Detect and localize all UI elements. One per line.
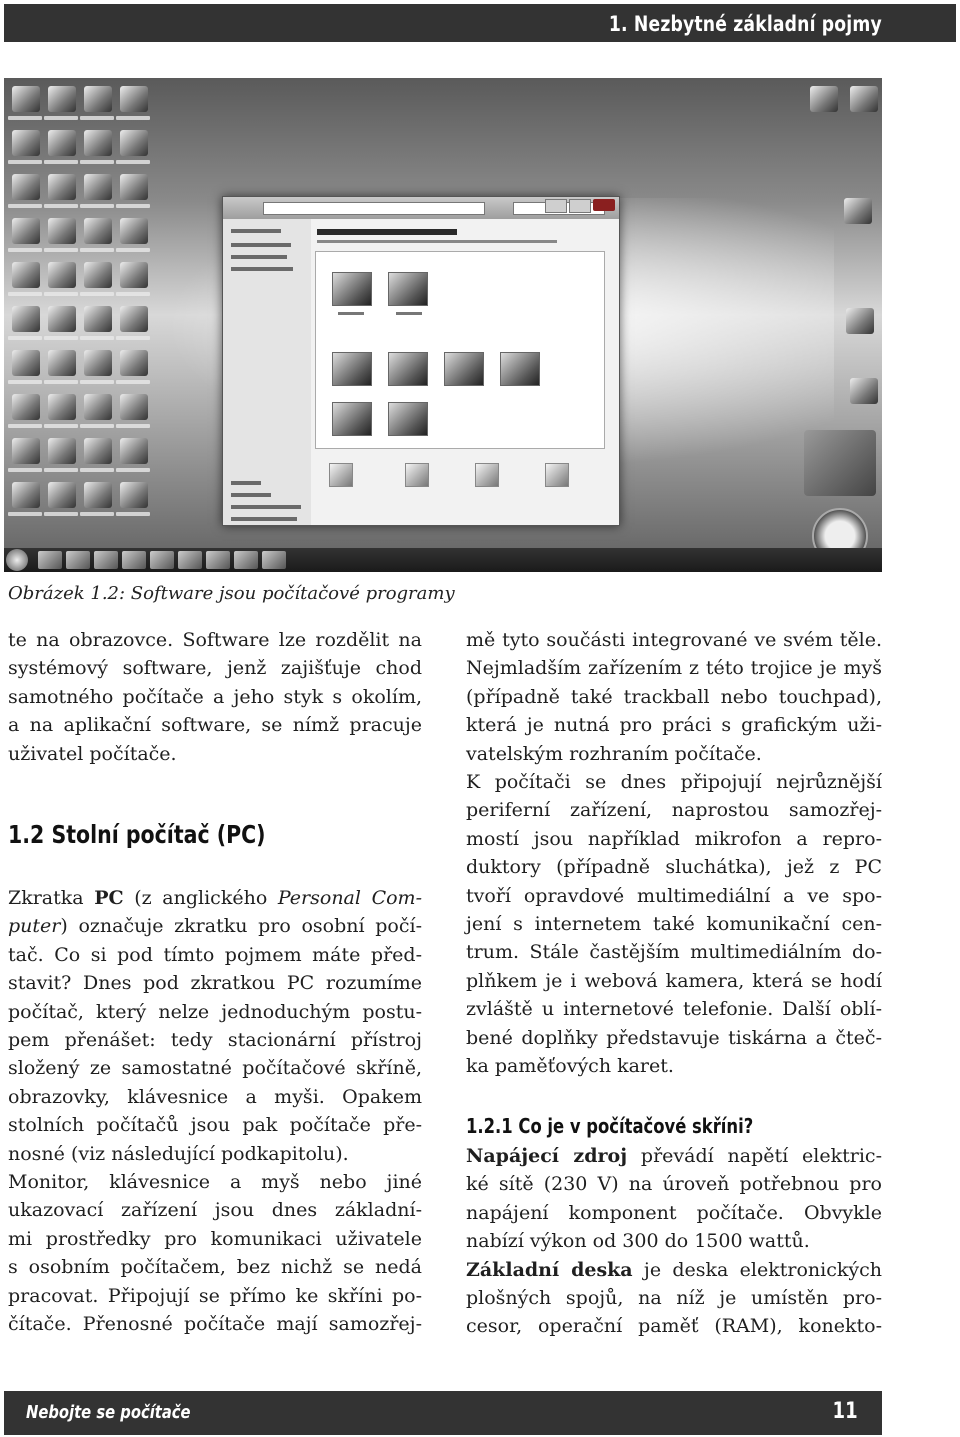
desktop-shortcut-label (116, 424, 150, 428)
text-line: stavit? Dnes pod zkratkou PC rozumíme (8, 972, 422, 995)
desktop-background-icon (329, 463, 353, 487)
desktop-shortcut-label (80, 336, 114, 340)
desktop-shortcut-label (44, 424, 78, 428)
window-heading (317, 229, 457, 235)
text-line: Monitor, klávesnice a myš nebo jiné (8, 1171, 422, 1194)
text-line: tvoří opravdové multimediální a ve spo- (466, 884, 882, 907)
desktop-shortcut-icon (48, 262, 76, 288)
desktop-shortcut-icon (12, 394, 40, 420)
desktop-shortcut-label (80, 424, 114, 428)
window-left-pane (223, 219, 311, 525)
text-line: obrazovky, klávesnice a myši. Opakem (8, 1085, 422, 1108)
desktop-shortcut-label (80, 204, 114, 208)
desktop-shortcut-label (8, 248, 42, 252)
desktop-shortcut-label (8, 116, 42, 120)
desktop-shortcut-label (116, 292, 150, 296)
chapter-title: 1. Nezbytné základní pojmy (609, 12, 882, 36)
desktop-shortcut-icon (12, 86, 40, 112)
text-line: vatelským rozhraním počítače. (466, 742, 762, 765)
taskbar-app-icon (38, 551, 62, 569)
text-line: trum. Stále častějším multimediálním do- (466, 941, 882, 964)
text-line: mi prostředky pro komunikaci uživatele (8, 1227, 422, 1250)
text-line: nosné (viz následující podkapitolu). (8, 1142, 349, 1165)
maximize-icon (569, 199, 591, 213)
theme-thumbnail (388, 402, 428, 436)
theme-label (396, 312, 422, 315)
desktop-shortcut-label (44, 468, 78, 472)
right-text-column-body (466, 1142, 882, 1341)
desktop-shortcut-icon (120, 438, 148, 464)
personalization-window (222, 196, 620, 526)
text-line: bené doplňky představuje tiskárna a čteč- (466, 1026, 882, 1049)
text-line: systémový software, jenž zajišťuje chod (8, 657, 422, 680)
text-line: duktory (případně sluchátka), jež z PC (466, 856, 882, 879)
text-line: uživatel počítače. (8, 742, 177, 765)
weather-gadget (804, 430, 876, 496)
desktop-shortcut-icon (48, 130, 76, 156)
desktop-shortcut-icon (48, 482, 76, 508)
desktop-shortcut-label (80, 468, 114, 472)
text-line: čítače. Přenosné počítače mají samozřej- (8, 1313, 422, 1336)
text-line: puter) označuje zkratku pro osobní počí- (8, 915, 422, 938)
desktop-shortcut-label (8, 292, 42, 296)
text-line: ukazovací zařízení jsou dnes základní- (8, 1199, 422, 1222)
page-footer-bar (4, 1391, 882, 1435)
text-line: a na aplikační software, se nímž pracuje (8, 714, 422, 737)
desktop-shortcut-icon (84, 174, 112, 200)
taskbar-app-icon (206, 551, 230, 569)
text-line: Napájecí zdroj převádí napětí elektric- (466, 1145, 882, 1167)
text-line: napájení komponent počítače. Obvykle (466, 1201, 882, 1224)
text-line: cesor, operační paměť (RAM), konekto- (466, 1315, 882, 1338)
desktop-shortcut-label (44, 292, 78, 296)
desktop-shortcut-label (80, 512, 114, 516)
page-number: 11 (832, 1399, 858, 1424)
text-line: jení s internetem také komunikační cen- (466, 913, 882, 936)
desktop-shortcut-icon (48, 394, 76, 420)
taskbar-app-icon (150, 551, 174, 569)
window-color-icon (405, 463, 429, 487)
text-line: Základní deska je deska elektronických (466, 1258, 882, 1281)
desktop-shortcut-label (8, 512, 42, 516)
text-line: složený ze samostatné počítačové skříně, (8, 1057, 422, 1080)
desktop-shortcut-label (116, 248, 150, 252)
text-line: Zkratka PC (z anglického Personal Com- (8, 887, 422, 909)
desktop-shortcut-icon (120, 394, 148, 420)
figure-caption: Obrázek 1.2: Software jsou počítačové programy (8, 583, 455, 604)
text-line: periferní zařízení, naprostou samozřej- (466, 799, 882, 822)
desktop-shortcut-label (116, 336, 150, 340)
minimize-icon (545, 199, 567, 213)
left-pane-link (231, 517, 297, 521)
left-pane-link (231, 255, 287, 259)
desktop-shortcut-icon (120, 174, 148, 200)
desktop-shortcut-label (80, 292, 114, 296)
text-line: pem přenášet: tedy stacionární přístroj (8, 1029, 422, 1052)
text-line: s osobním počítačem, bez nichž se nedá (8, 1256, 422, 1279)
desktop-shortcut-label (44, 512, 78, 516)
desktop-shortcut-icon (48, 350, 76, 376)
text-line: zvláště u internetové telefonie. Další oblí- (466, 998, 882, 1021)
desktop-shortcut-icon (12, 482, 40, 508)
book-title: Nebojte se počítače (26, 1402, 191, 1423)
desktop-shortcut-icon (48, 86, 76, 112)
desktop-shortcut-label (8, 468, 42, 472)
address-bar (263, 202, 485, 215)
text-line: samotného počítače a jeho styk s okolím, (8, 685, 422, 708)
desktop-shortcut-label (80, 116, 114, 120)
taskbar-app-icon (178, 551, 202, 569)
text-line: mě tyto součásti integrované ve svém těle. (466, 629, 882, 651)
theme-thumbnail (444, 352, 484, 386)
desktop-shortcut-label (8, 204, 42, 208)
text-line: která je nutná pro práci s grafickým uži- (466, 714, 882, 737)
left-pane-link (231, 505, 301, 509)
desktop-shortcut-icon (120, 218, 148, 244)
desktop-shortcut-icon (48, 306, 76, 332)
desktop-shortcut-icon (120, 86, 148, 112)
desktop-shortcut-icon (844, 198, 872, 224)
text-line: ka paměťových karet. (466, 1055, 674, 1078)
left-pane-link (231, 229, 281, 233)
desktop-shortcut-icon (48, 438, 76, 464)
theme-thumbnail (332, 272, 372, 306)
desktop-shortcut-label (8, 336, 42, 340)
right-text-column (466, 626, 882, 1081)
desktop-shortcut-label (80, 380, 114, 384)
text-line: ké sítě (230 V) na úroveň potřebnou pro (466, 1173, 882, 1196)
desktop-shortcut-icon (12, 306, 40, 332)
window-subheading (317, 240, 557, 243)
desktop-shortcut-icon (84, 262, 112, 288)
text-line: stolních počítačů jsou pak počítače pře- (8, 1114, 422, 1137)
desktop-shortcut-icon (12, 218, 40, 244)
left-pane-link (231, 493, 271, 497)
desktop-shortcut-icon (84, 482, 112, 508)
desktop-shortcut-icon (84, 438, 112, 464)
desktop-shortcut-icon (12, 262, 40, 288)
desktop-shortcut-label (116, 116, 150, 120)
window-main-pane (315, 225, 611, 519)
taskbar-app-icon (234, 551, 258, 569)
text-line: plošných spojů, na níž je umístěn pro- (466, 1287, 882, 1310)
subsection-heading: 1.2.1 Co je v počítačové skříni? (466, 1114, 754, 1138)
taskbar (4, 548, 882, 572)
taskbar-app-icon (66, 551, 90, 569)
desktop-shortcut-label (8, 160, 42, 164)
desktop-shortcut-label (80, 160, 114, 164)
taskbar-app-icon (262, 551, 286, 569)
desktop-shortcut-icon (120, 350, 148, 376)
desktop-shortcut-label (116, 512, 150, 516)
desktop-shortcut-icon (12, 438, 40, 464)
desktop-screenshot-figure (4, 78, 882, 572)
text-line: te na obrazovce. Software lze rozdělit na (8, 629, 422, 651)
desktop-shortcut-icon (850, 86, 878, 112)
desktop-shortcut-label (116, 468, 150, 472)
desktop-shortcut-icon (12, 174, 40, 200)
desktop-shortcut-icon (48, 174, 76, 200)
taskbar-app-icon (122, 551, 146, 569)
desktop-shortcut-label (8, 424, 42, 428)
desktop-shortcut-icon (810, 86, 838, 112)
desktop-shortcut-icon (84, 350, 112, 376)
desktop-shortcut-label (116, 204, 150, 208)
text-line: mostí jsou například mikrofon a repro- (466, 827, 882, 850)
desktop-shortcut-icon (120, 306, 148, 332)
desktop-shortcut-icon (84, 130, 112, 156)
desktop-shortcut-icon (120, 130, 148, 156)
screensaver-icon (545, 463, 569, 487)
desktop-shortcut-label (44, 116, 78, 120)
desktop-shortcut-label (44, 248, 78, 252)
desktop-shortcut-label (44, 380, 78, 384)
text-line: tač. Co si pod tímto pojmem máte před- (8, 943, 422, 966)
left-pane-link (231, 481, 261, 485)
desktop-shortcut-icon (84, 394, 112, 420)
desktop-shortcut-label (116, 380, 150, 384)
desktop-shortcut-label (8, 380, 42, 384)
start-orb-icon (6, 549, 28, 571)
desktop-shortcut-icon (84, 218, 112, 244)
text-line: pracovat. Připojují se přímo ke skříni po- (8, 1284, 422, 1307)
theme-thumbnail (388, 352, 428, 386)
appearance-settings-row (315, 455, 605, 511)
desktop-shortcut-label (44, 336, 78, 340)
chapter-header-bar (4, 4, 956, 42)
theme-thumbnail (332, 352, 372, 386)
left-text-column-body (8, 884, 422, 1339)
text-line: K počítači se dnes připojují nejrůznější (466, 771, 882, 794)
left-pane-link (231, 267, 293, 271)
desktop-shortcut-icon (12, 350, 40, 376)
desktop-shortcut-label (44, 160, 78, 164)
desktop-shortcut-icon (846, 308, 874, 334)
theme-thumbnail (500, 352, 540, 386)
taskbar-app-icon (94, 551, 118, 569)
text-line: Nejmladším zařízením z této trojice je myš (466, 657, 882, 680)
left-text-column (8, 626, 422, 768)
text-line: (případně také trackball nebo touchpad), (466, 685, 882, 708)
desktop-shortcut-icon (120, 262, 148, 288)
text-line: plňkem je i webová kamera, která se hodí (466, 969, 882, 992)
sounds-icon (475, 463, 499, 487)
desktop-shortcut-icon (850, 378, 878, 404)
desktop-shortcut-label (80, 248, 114, 252)
theme-label (338, 312, 364, 315)
desktop-shortcut-icon (12, 130, 40, 156)
text-line: nabízí výkon od 300 do 1500 wattů. (466, 1230, 810, 1253)
theme-list (315, 251, 605, 449)
close-icon (593, 199, 615, 211)
section-heading: 1.2 Stolní počítač (PC) (8, 820, 266, 849)
window-titlebar (223, 197, 619, 219)
desktop-shortcut-icon (48, 218, 76, 244)
theme-thumbnail (388, 272, 428, 306)
left-pane-link (231, 243, 291, 247)
desktop-shortcut-icon (120, 482, 148, 508)
theme-thumbnail (332, 402, 372, 436)
desktop-shortcut-label (44, 204, 78, 208)
desktop-shortcut-label (116, 160, 150, 164)
text-line: počítač, který nelze jednoduchým postu- (8, 1000, 422, 1023)
desktop-shortcut-icon (84, 86, 112, 112)
desktop-shortcut-icon (84, 306, 112, 332)
